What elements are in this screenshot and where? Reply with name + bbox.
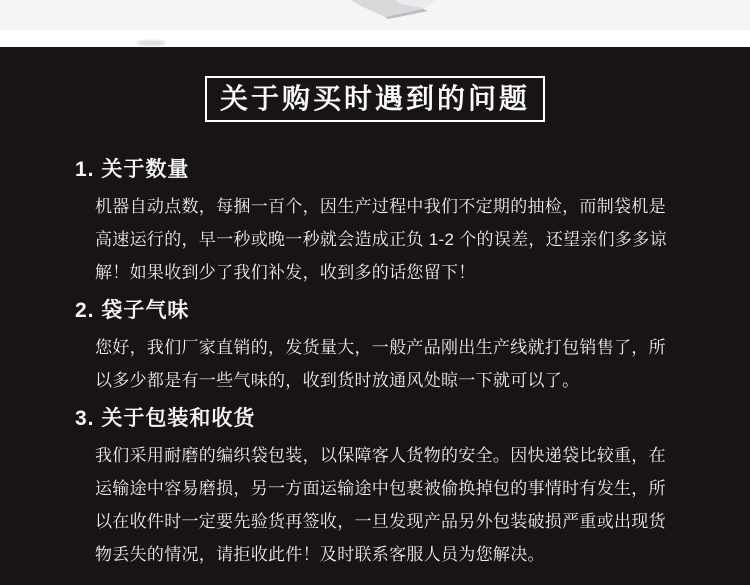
body-line: 以在收件时一定要先验货再签收，一旦发现产品另外包装破损严重或出现货	[95, 512, 666, 531]
photo-smudge-artifact	[136, 40, 166, 46]
body-line: 高速运行的，早一秒或晚一秒就会造成正负 1-2 个的误差，还望亲们多多谅	[95, 230, 667, 249]
body-line: 运输途中容易磨损，另一方面运输途中包裹被偷换掉包的事情时有发生，所	[95, 479, 666, 498]
white-divider-band	[0, 30, 750, 47]
body-line: 物丢失的情况，请拒收此件！及时联系客服人员为您解决。	[95, 545, 545, 564]
faq-panel	[0, 47, 750, 585]
product-photo-fragment-icon	[345, 0, 440, 19]
body-line: 解！如果收到少了我们补发，收到多的话您留下！	[95, 263, 476, 282]
section-body-smell	[95, 331, 666, 397]
section-heading-packaging: 3. 关于包装和收货	[75, 407, 256, 430]
section-heading-quantity: 1. 关于数量	[75, 158, 190, 181]
panel-title: 关于购买时遇到的问题	[205, 76, 545, 122]
body-line: 您好，我们厂家直销的，发货量大，一般产品刚出生产线就打包销售了，所	[95, 338, 666, 357]
section-body-quantity	[95, 190, 667, 289]
body-line: 机器自动点数，每捆一百个，因生产过程中我们不定期的抽检，而制袋机是	[95, 197, 666, 216]
top-photo-band	[0, 0, 750, 30]
section-heading-smell: 2. 袋子气味	[75, 299, 190, 322]
body-line: 以多少都是有一些气味的，收到货时放通风处晾一下就可以了。	[95, 371, 580, 390]
section-body-packaging	[95, 439, 666, 571]
body-line: 我们采用耐磨的编织袋包装，以保障客人货物的安全。因快递袋比较重，在	[95, 446, 666, 465]
